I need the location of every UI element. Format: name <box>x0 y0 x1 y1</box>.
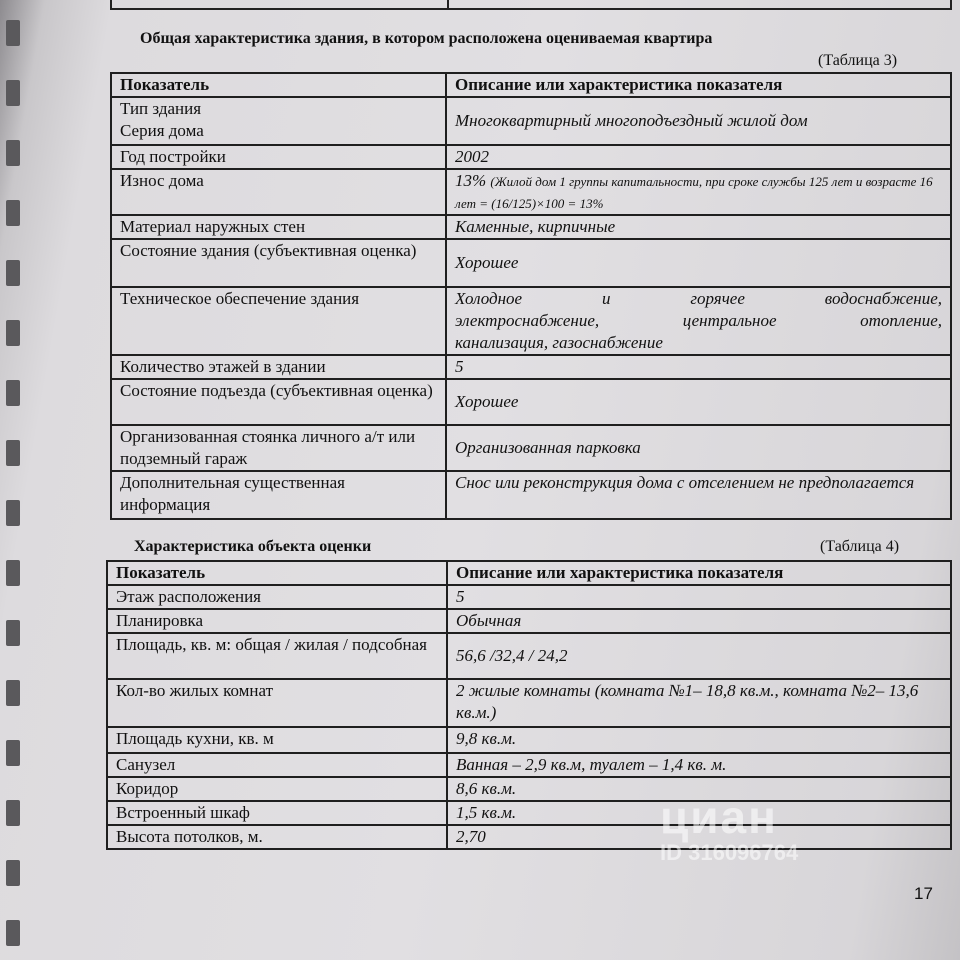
table4-label: (Таблица 4) <box>820 538 900 555</box>
row-value: 5 <box>446 355 951 379</box>
table-row <box>107 777 951 801</box>
row-value: 13% (Жилой дом 1 группы капитальности, при сроке службы 125 лет и возрасте 16 лет = (16/125)×100 = 13% <box>446 169 951 215</box>
row-key: Встроенный шкаф <box>107 801 447 825</box>
row-value: 2 жилые комнаты (комната №1– 18,8 кв.м., комната №2– 13,6 кв.м.) <box>447 679 951 727</box>
table-row <box>107 585 951 609</box>
watermark <box>660 790 798 866</box>
table-row <box>111 215 951 239</box>
row-value: Хорошее <box>446 379 951 425</box>
watermark-id: ID 316096764 <box>660 840 799 865</box>
table-row <box>107 633 951 679</box>
row-value: Холодное и горячее водоснабжение, электроснабжение, центральное отопление, канализация, газоснабжение <box>446 287 951 355</box>
row-key: Организованная стоянка личного а/т или подземный гараж <box>111 425 446 471</box>
previous-table-fragment <box>110 0 952 10</box>
object-table <box>106 560 952 850</box>
table-row <box>111 97 951 145</box>
row-value: Многоквартирный многоподъездный жилой дом <box>446 97 951 145</box>
spiral-binding <box>0 0 28 960</box>
table-row <box>111 239 951 287</box>
table-row <box>107 801 951 825</box>
row-key: Год постройки <box>111 145 446 169</box>
row-value: 2,70 <box>447 825 951 849</box>
header-indicator: Показатель <box>111 73 446 97</box>
row-key: Этаж расположения <box>107 585 447 609</box>
table-row <box>111 145 951 169</box>
wear-calculation-note: (Жилой дом 1 группы капитальности, при сроке службы 125 лет и возрасте 16 лет = (16/125)×100 = 13% <box>455 174 933 211</box>
row-key: Техническое обеспечение здания <box>111 287 446 355</box>
row-key: Износ дома <box>111 169 446 215</box>
row-value: 2002 <box>446 145 951 169</box>
row-key: Тип здания Серия дома <box>111 97 446 145</box>
row-key: Дополнительная существенная информация <box>111 471 446 519</box>
row-value: 9,8 кв.м. <box>447 727 951 753</box>
table3-title: Общая характеристика здания, в котором расположена оцениваемая квартира <box>140 30 713 47</box>
row-value: Хорошее <box>446 239 951 287</box>
table-row <box>111 425 951 471</box>
table4-title: Характеристика объекта оценки <box>134 538 372 555</box>
row-value: 56,6 /32,4 / 24,2 <box>447 633 951 679</box>
row-key: Количество этажей в здании <box>111 355 446 379</box>
row-value: Снос или реконструкция дома с отселением не предполагается <box>446 471 951 519</box>
page-number: 17 <box>914 884 933 903</box>
table-row <box>111 471 951 519</box>
row-key: Коридор <box>107 777 447 801</box>
row-key: Состояние здания (субъективная оценка) <box>111 239 446 287</box>
header-description: Описание или характеристика показателя <box>446 73 951 97</box>
row-key: Материал наружных стен <box>111 215 446 239</box>
table-row <box>107 825 951 849</box>
table-row <box>111 169 951 215</box>
building-table <box>110 72 952 520</box>
row-value: Ванная – 2,9 кв.м, туалет – 1,4 кв. м. <box>447 753 951 777</box>
row-key: Санузел <box>107 753 447 777</box>
row-value: Каменные, кирпичные <box>446 215 951 239</box>
row-value: Обычная <box>447 609 951 633</box>
row-value: 8,6 кв.м. <box>447 777 951 801</box>
row-value: 5 <box>447 585 951 609</box>
row-value: Организованная парковка <box>446 425 951 471</box>
row-value: 1,5 кв.м. <box>447 801 951 825</box>
header-indicator: Показатель <box>107 561 447 585</box>
table-row <box>111 287 951 355</box>
table-row <box>107 609 951 633</box>
table-row <box>111 379 951 425</box>
table-row <box>111 355 951 379</box>
row-key: Состояние подъезда (субъективная оценка) <box>111 379 446 425</box>
watermark-logo: циан <box>660 791 778 843</box>
row-key: Площадь, кв. м: общая / жилая / подсобная <box>107 633 447 679</box>
table-row <box>107 753 951 777</box>
row-key: Кол-во жилых комнат <box>107 679 447 727</box>
row-key: Площадь кухни, кв. м <box>107 727 447 753</box>
table-header-row <box>111 73 951 97</box>
row-key: Планировка <box>107 609 447 633</box>
table-header-row <box>107 561 951 585</box>
table3-label: (Таблица 3) <box>818 52 898 69</box>
row-key: Высота потолков, м. <box>107 825 447 849</box>
header-description: Описание или характеристика показателя <box>447 561 951 585</box>
table-row <box>107 727 951 753</box>
table-row <box>107 679 951 727</box>
previous-table-text <box>130 0 210 1</box>
